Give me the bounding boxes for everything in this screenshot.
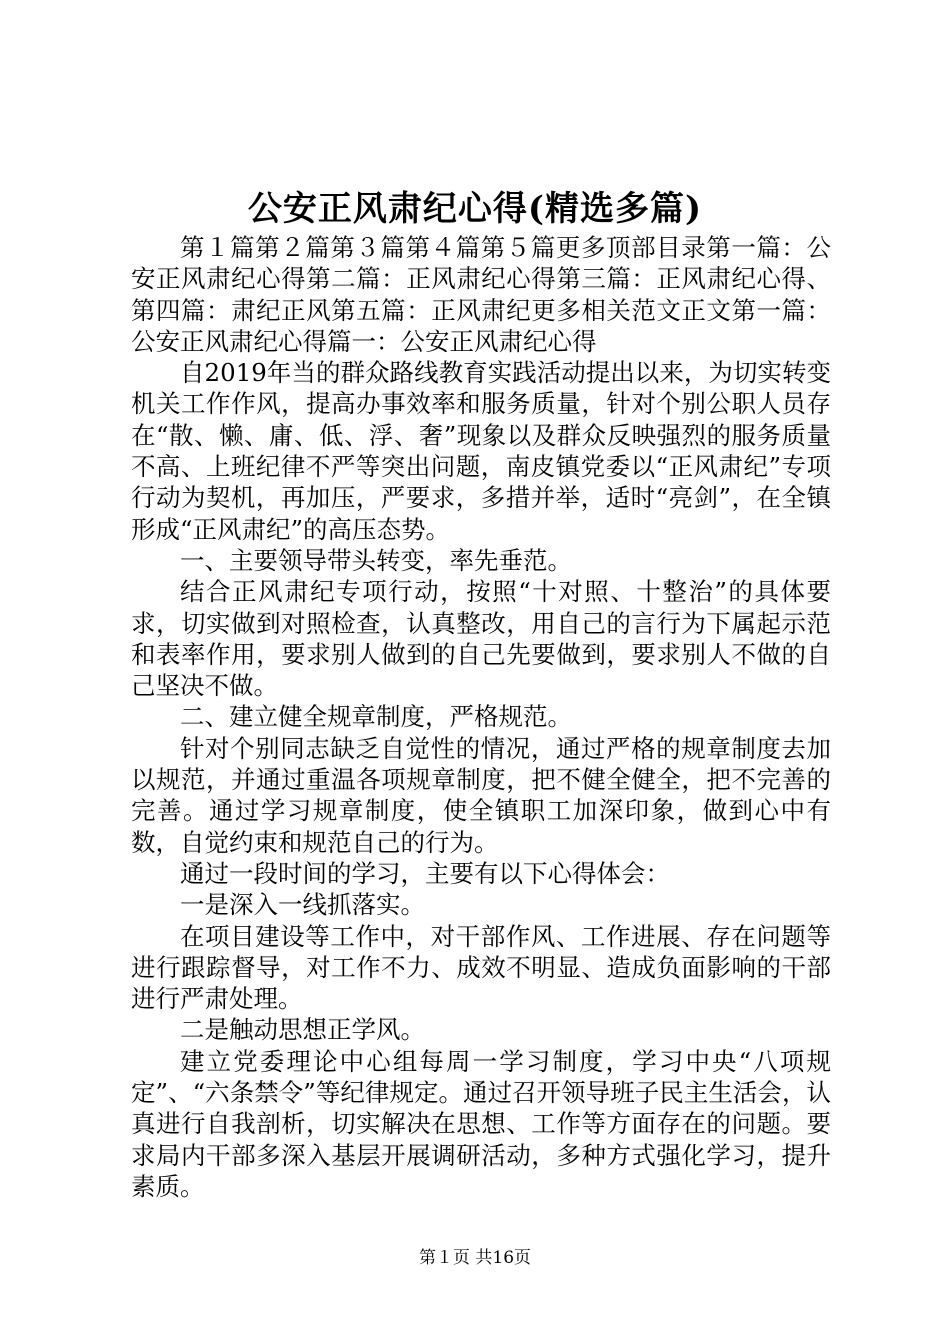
page-number-footer: 第１页 共16页: [418, 1248, 532, 1268]
section-heading: 二、建立健全规章制度，严格规范。: [180, 702, 572, 732]
document-title: 公安正风肃纪心得(精选多篇): [247, 189, 703, 229]
section-heading: 二是触动思想正学风。: [180, 1015, 425, 1045]
paragraph: 自2019年当的群众路线教育实践活动提出以来，为切实转变机关工作作风，提高办事效率和服务质量，针对个别公职人员存在“散、懒、庸、低、浮、奢”现象以及群众反映强烈的服务质量不高、上班纪律不严等突出问题，南皮镇党委以“正风肃纪”专项行动为契机，再加压，严要求，多措并举，适时“亮剑”，在全镇形成“正风肃纪”的高压态势。: [131, 358, 831, 544]
paragraph: 通过一段时间的学习，主要有以下心得体会：: [180, 858, 670, 888]
paragraph: 在项目建设等工作中，对干部作风、工作进展、存在问题等进行跟踪督导，对工作不力、成效不明显、造成负面影响的干部进行严肃处理。: [131, 921, 831, 1014]
paragraph-toc: 第１篇第２篇第３篇第４篇第５篇更多顶部目录第一篇：公安正风肃纪心得第二篇：正风肃纪心得第三篇：正风肃纪心得、第四篇：肃纪正风第五篇：正风肃纪更多相关范文正文第一篇：公安正风肃纪心得篇一：公安正风肃纪心得: [131, 233, 831, 356]
section-heading: 一是深入一线抓落实。: [180, 890, 425, 920]
paragraph: 建立党委理论中心组每周一学习制度，学习中央“八项规定”、“六条禁令”等纪律规定。通过召开领导班子民主生活会，认真进行自我剖析，切实解决在思想、工作等方面存在的问题。要求局内干部多深入基层开展调研活动，多种方式强化学习，提升素质。: [131, 1046, 831, 1201]
section-heading: 一、主要领导带头转变，率先垂范。: [180, 545, 572, 575]
paragraph: 针对个别同志缺乏自觉性的情况，通过严格的规章制度去加以规范，并通过重温各项规章制度，把不健全健全，把不完善的完善。通过学习规章制度，使全镇职工加深印象，做到心中有数，自觉约束和规范自己的行为。: [131, 733, 831, 857]
document-body: [131, 232, 831, 1202]
paragraph: 结合正风肃纪专项行动，按照“十对照、十整治”的具体要求，切实做到对照检查，认真整改，用自己的言行为下属起示范和表率作用，要求别人做到的自己先要做到，要求别人不做的自己坚决不做。: [131, 577, 831, 701]
